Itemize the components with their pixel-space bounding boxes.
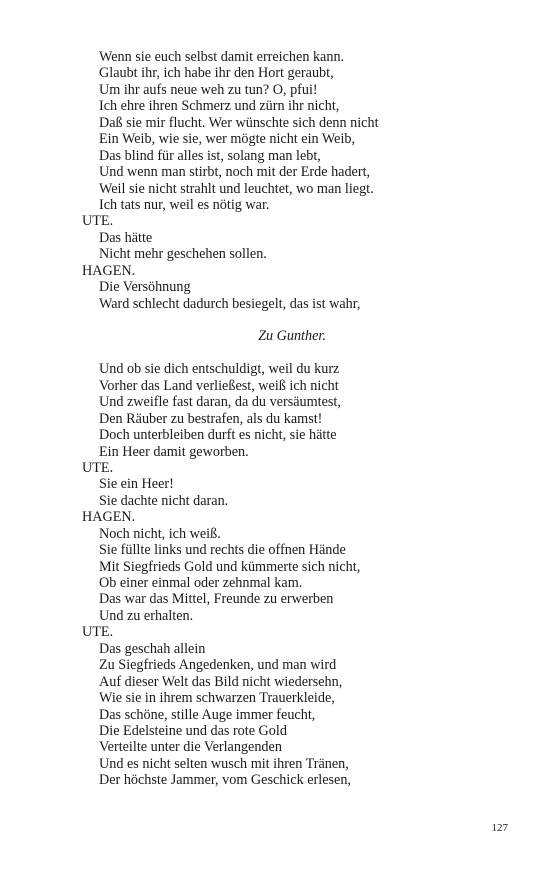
verse-line: Nicht mehr geschehen sollen. <box>99 246 267 263</box>
verse-line: Und zweifle fast daran, da du versäumtest, <box>99 394 341 411</box>
verse-line: Ob einer einmal oder zehnmal kam. <box>99 575 303 591</box>
verse-line: Um ihr aufs neue weh zu tun? O, pfui! <box>99 81 318 98</box>
verse-line: Weil sie nicht strahlt und leuchtet, wo man liegt. <box>99 180 374 197</box>
verse-line: Glaubt ihr, ich habe ihr den Hort geraubt, <box>99 65 334 82</box>
verse-line: Und es nicht selten wusch mit ihren Tränen, <box>99 755 349 772</box>
speaker-name: HAGEN. <box>82 262 136 279</box>
verse-line: Den Räuber zu bestrafen, als du kamst! <box>99 410 323 427</box>
verse-line: Ward schlecht dadurch besiegelt, das ist wahr, <box>99 295 361 312</box>
verse-line: Und zu erhalten. <box>99 607 194 624</box>
verse-line: Und ob sie dich entschuldigt, weil du kurz <box>99 361 340 378</box>
verse-line: Der höchste Jammer, vom Geschick erlesen, <box>99 772 351 789</box>
verse-line: Sie füllte links und rechts die offnen Hände <box>99 542 346 559</box>
verse-line: Sie dachte nicht daran. <box>99 492 229 509</box>
play-text <box>82 49 502 789</box>
verse-line: Auf dieser Welt das Bild nicht wiedersehn, <box>99 673 343 690</box>
stage-direction: Zu Gunther. <box>258 328 326 345</box>
verse-line: Zu Siegfrieds Angedenken, und man wird <box>99 657 337 674</box>
verse-line: Das geschah allein <box>99 640 206 657</box>
verse-line: Und wenn man stirbt, noch mit der Erde hadert, <box>99 164 371 181</box>
verse-line: Das war das Mittel, Freunde zu erwerben <box>99 591 334 608</box>
verse-line: Ein Weib, wie sie, wer mögte nicht ein Weib, <box>99 131 356 148</box>
speaker-name: HAGEN. <box>82 509 136 526</box>
verse-line: Ich tats nur, weil es nötig war. <box>99 196 270 213</box>
speaker-name: UTE. <box>82 624 114 641</box>
verse-line: Wie sie in ihrem schwarzen Trauerkleide, <box>99 690 335 707</box>
verse-line: Wenn sie euch selbst damit erreichen kann. <box>99 49 345 65</box>
speaker-name: UTE. <box>82 213 114 230</box>
verse-line: Doch unterbleiben durft es nicht, sie hätte <box>99 427 337 444</box>
page-number: 127 <box>491 822 508 834</box>
verse-line: Daß sie mir flucht. Wer wünschte sich denn nicht <box>99 114 379 131</box>
verse-line: Das blind für alles ist, solang man lebt, <box>99 147 321 164</box>
verse-line: Verteilte unter die Verlangenden <box>99 739 282 756</box>
verse-line: Mit Siegfrieds Gold und kümmerte sich nicht, <box>99 558 361 575</box>
verse-line: Ich ehre ihren Schmerz und zürn ihr nicht, <box>99 98 340 115</box>
verse-line: Das hätte <box>99 229 153 246</box>
verse-line: Ein Heer damit geworben. <box>99 443 249 460</box>
verse-line: Sie ein Heer! <box>99 476 174 493</box>
verse-line: Noch nicht, ich weiß. <box>99 525 221 542</box>
verse-line: Die Versöhnung <box>99 279 191 296</box>
verse-line: Vorher das Land verließest, weiß ich nicht <box>99 377 339 394</box>
verse-line: Die Edelsteine und das rote Gold <box>99 722 287 739</box>
speaker-name: UTE. <box>82 459 114 476</box>
verse-line: Das schöne, stille Auge immer feucht, <box>99 706 316 723</box>
